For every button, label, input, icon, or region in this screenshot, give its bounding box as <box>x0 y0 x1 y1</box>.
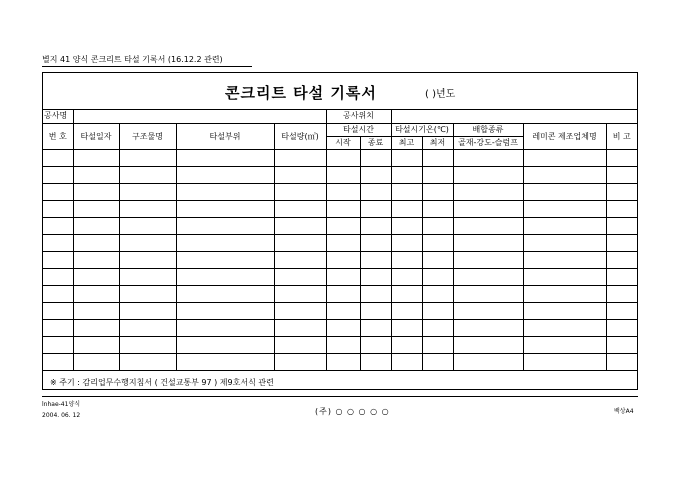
col-manufacturer: 레미콘 제조업체명 <box>523 123 606 149</box>
table-cell[interactable] <box>606 353 637 370</box>
company-name: (주) ○ ○ ○ ○ ○ <box>315 407 390 416</box>
table-cell[interactable] <box>43 149 73 166</box>
table-cell[interactable] <box>73 200 119 217</box>
table-cell[interactable] <box>523 353 606 370</box>
table-cell[interactable] <box>422 234 453 251</box>
table-cell[interactable] <box>43 183 73 200</box>
table-cell[interactable] <box>43 251 73 268</box>
table-cell[interactable] <box>73 149 119 166</box>
table-cell[interactable] <box>453 149 523 166</box>
table-cell[interactable] <box>422 183 453 200</box>
table-cell[interactable] <box>391 285 422 302</box>
table-cell[interactable] <box>119 234 176 251</box>
table-cell[interactable] <box>274 183 326 200</box>
table-cell[interactable] <box>43 217 73 234</box>
table-cell[interactable] <box>73 268 119 285</box>
table-cell[interactable] <box>326 268 360 285</box>
table-cell[interactable] <box>326 183 360 200</box>
table-cell[interactable] <box>326 302 360 319</box>
table-cell[interactable] <box>606 251 637 268</box>
table-cell[interactable] <box>43 302 73 319</box>
table-cell[interactable] <box>453 336 523 353</box>
table-cell[interactable] <box>119 285 176 302</box>
note-text: ※ 주기 : 감리업무수행지침서 ( 건설교통부 97 ) 제9호서식 관련 <box>50 378 274 387</box>
paper-size: 백상A4 <box>614 408 634 415</box>
table-cell[interactable] <box>73 234 119 251</box>
table-cell[interactable] <box>360 251 391 268</box>
table-cell[interactable] <box>422 200 453 217</box>
table-cell[interactable] <box>274 302 326 319</box>
table-cell[interactable] <box>119 251 176 268</box>
table-row <box>43 336 637 353</box>
table-cell[interactable] <box>274 251 326 268</box>
table-cell[interactable] <box>453 234 523 251</box>
table-cell[interactable] <box>73 319 119 336</box>
table-cell[interactable] <box>606 285 637 302</box>
table-cell[interactable] <box>73 302 119 319</box>
table-cell[interactable] <box>523 149 606 166</box>
col-temp-max: 최고 <box>391 136 422 149</box>
table-cell[interactable] <box>606 149 637 166</box>
table-cell[interactable] <box>274 268 326 285</box>
table-cell[interactable] <box>523 285 606 302</box>
table-cell[interactable] <box>422 217 453 234</box>
table-cell[interactable] <box>326 336 360 353</box>
table-cell[interactable] <box>43 234 73 251</box>
table-cell[interactable] <box>360 302 391 319</box>
footer-divider <box>42 396 638 397</box>
table-row <box>43 268 637 285</box>
table-cell[interactable] <box>274 200 326 217</box>
table-cell[interactable] <box>422 302 453 319</box>
table-cell[interactable] <box>119 200 176 217</box>
table-cell[interactable] <box>453 200 523 217</box>
form-date: 2004. 06. 12 <box>42 412 81 419</box>
table-row <box>43 319 637 336</box>
table-cell[interactable] <box>422 251 453 268</box>
table-cell[interactable] <box>523 302 606 319</box>
table-cell[interactable] <box>360 217 391 234</box>
table-cell[interactable] <box>606 336 637 353</box>
table-cell[interactable] <box>606 200 637 217</box>
table-cell[interactable] <box>391 268 422 285</box>
table-cell[interactable] <box>391 217 422 234</box>
col-pour-part: 타설부위 <box>176 123 274 149</box>
table-cell[interactable] <box>360 200 391 217</box>
table-cell[interactable] <box>422 353 453 370</box>
project-location-value[interactable] <box>391 109 637 123</box>
table-cell[interactable] <box>176 251 274 268</box>
form-frame <box>42 72 638 390</box>
table-cell[interactable] <box>73 166 119 183</box>
table-cell[interactable] <box>326 251 360 268</box>
table-cell[interactable] <box>422 166 453 183</box>
table-cell[interactable] <box>391 166 422 183</box>
table-cell[interactable] <box>119 302 176 319</box>
table-cell[interactable] <box>360 166 391 183</box>
table-cell[interactable] <box>523 200 606 217</box>
table-cell[interactable] <box>606 217 637 234</box>
table-cell[interactable] <box>453 166 523 183</box>
table-cell[interactable] <box>326 200 360 217</box>
table-cell[interactable] <box>606 166 637 183</box>
table-cell[interactable] <box>606 183 637 200</box>
table-row <box>43 251 637 268</box>
table-cell[interactable] <box>43 319 73 336</box>
caption-underline <box>42 66 252 67</box>
table-row <box>43 166 637 183</box>
table-cell[interactable] <box>176 166 274 183</box>
col-remarks: 비 고 <box>606 123 637 149</box>
table-cell[interactable] <box>391 149 422 166</box>
col-pour-volume: 타설량(㎥) <box>274 123 326 149</box>
table-cell[interactable] <box>176 200 274 217</box>
table-cell[interactable] <box>360 183 391 200</box>
table-cell[interactable] <box>360 234 391 251</box>
table-row <box>43 200 637 217</box>
table-cell[interactable] <box>523 251 606 268</box>
table-cell[interactable] <box>422 268 453 285</box>
table-cell[interactable] <box>453 251 523 268</box>
table-cell[interactable] <box>523 336 606 353</box>
table-cell[interactable] <box>274 234 326 251</box>
table-row <box>43 217 637 234</box>
table-cell[interactable] <box>453 353 523 370</box>
project-location-label: 공사위치 <box>326 109 391 123</box>
table-cell[interactable] <box>326 217 360 234</box>
table-cell[interactable] <box>391 336 422 353</box>
table-cell[interactable] <box>274 217 326 234</box>
col-no: 번 호 <box>43 123 73 149</box>
table-cell[interactable] <box>391 234 422 251</box>
table-cell[interactable] <box>391 251 422 268</box>
table-cell[interactable] <box>606 234 637 251</box>
col-time-end: 종료 <box>360 136 391 149</box>
table-cell[interactable] <box>453 183 523 200</box>
table-cell[interactable] <box>453 217 523 234</box>
table-cell[interactable] <box>422 319 453 336</box>
table-cell[interactable] <box>606 319 637 336</box>
table-cell[interactable] <box>606 302 637 319</box>
table-cell[interactable] <box>523 166 606 183</box>
table-cell[interactable] <box>523 217 606 234</box>
table-cell[interactable] <box>119 217 176 234</box>
table-cell[interactable] <box>326 353 360 370</box>
table-cell[interactable] <box>43 336 73 353</box>
table-cell[interactable] <box>119 336 176 353</box>
table-cell[interactable] <box>422 149 453 166</box>
table-cell[interactable] <box>43 268 73 285</box>
project-name-label: 공사명 <box>43 109 73 123</box>
table-cell[interactable] <box>176 149 274 166</box>
table-row <box>43 302 637 319</box>
col-temp-min: 최저 <box>422 136 453 149</box>
table-cell[interactable] <box>360 268 391 285</box>
table-row <box>43 149 637 166</box>
table-cell[interactable] <box>523 268 606 285</box>
table-cell[interactable] <box>176 234 274 251</box>
note-row <box>43 373 637 389</box>
form-caption: 별지 41 양식 콘크리트 타설 기록서 (16.12.2 관련) <box>42 55 223 64</box>
record-table <box>43 109 637 371</box>
table-cell[interactable] <box>274 149 326 166</box>
table-cell[interactable] <box>391 353 422 370</box>
table-row <box>43 285 637 302</box>
col-mix-type: 배합종류 <box>453 123 523 136</box>
table-row <box>43 183 637 200</box>
table-cell[interactable] <box>119 183 176 200</box>
table-cell[interactable] <box>176 302 274 319</box>
table-cell[interactable] <box>43 200 73 217</box>
table-cell[interactable] <box>523 183 606 200</box>
table-cell[interactable] <box>274 166 326 183</box>
table-cell[interactable] <box>73 183 119 200</box>
table-cell[interactable] <box>43 353 73 370</box>
table-cell[interactable] <box>119 166 176 183</box>
table-cell[interactable] <box>274 353 326 370</box>
form-title: 콘크리트 타설 기록서 <box>225 84 377 102</box>
table-cell[interactable] <box>523 234 606 251</box>
table-cell[interactable] <box>360 319 391 336</box>
table-cell[interactable] <box>176 268 274 285</box>
table-cell[interactable] <box>326 234 360 251</box>
year-field: ( )년도 <box>425 89 456 100</box>
table-cell[interactable] <box>453 285 523 302</box>
table-cell[interactable] <box>326 319 360 336</box>
table-cell[interactable] <box>360 149 391 166</box>
table-cell[interactable] <box>43 285 73 302</box>
table-row <box>43 353 637 370</box>
table-cell[interactable] <box>391 183 422 200</box>
table-cell[interactable] <box>119 319 176 336</box>
table-cell[interactable] <box>453 319 523 336</box>
table-cell[interactable] <box>73 336 119 353</box>
table-cell[interactable] <box>119 149 176 166</box>
table-cell[interactable] <box>391 319 422 336</box>
table-cell[interactable] <box>453 268 523 285</box>
table-cell[interactable] <box>422 285 453 302</box>
form-code: lnhae-41양식 <box>42 401 81 408</box>
table-cell[interactable] <box>274 336 326 353</box>
table-cell[interactable] <box>326 149 360 166</box>
table-cell[interactable] <box>73 251 119 268</box>
table-cell[interactable] <box>606 268 637 285</box>
table-cell[interactable] <box>326 166 360 183</box>
col-pour-temp: 타설시기온(℃) <box>391 123 453 136</box>
table-row <box>43 234 637 251</box>
col-structure: 구조물명 <box>119 123 176 149</box>
table-cell[interactable] <box>176 183 274 200</box>
table-cell[interactable] <box>176 336 274 353</box>
table-cell[interactable] <box>274 285 326 302</box>
table-cell[interactable] <box>119 268 176 285</box>
table-cell[interactable] <box>422 336 453 353</box>
col-mix-detail: 골재-강도-슬럼프 <box>453 136 523 149</box>
table-cell[interactable] <box>176 285 274 302</box>
table-cell[interactable] <box>73 353 119 370</box>
table-cell[interactable] <box>326 285 360 302</box>
table-cell[interactable] <box>176 319 274 336</box>
col-pour-time: 타설시간 <box>326 123 391 136</box>
table-cell[interactable] <box>73 285 119 302</box>
title-row <box>43 73 637 110</box>
col-time-start: 시작 <box>326 136 360 149</box>
table-cell[interactable] <box>360 353 391 370</box>
table-cell[interactable] <box>453 302 523 319</box>
table-cell[interactable] <box>73 217 119 234</box>
project-name-value[interactable] <box>73 109 326 123</box>
table-cell[interactable] <box>360 336 391 353</box>
footer-left <box>42 399 80 421</box>
table-cell[interactable] <box>119 353 176 370</box>
table-cell[interactable] <box>523 319 606 336</box>
table-cell[interactable] <box>176 217 274 234</box>
table-cell[interactable] <box>360 285 391 302</box>
table-cell[interactable] <box>43 166 73 183</box>
table-cell[interactable] <box>274 319 326 336</box>
table-cell[interactable] <box>176 353 274 370</box>
table-cell[interactable] <box>391 200 422 217</box>
table-cell[interactable] <box>391 302 422 319</box>
col-pour-date: 타설일자 <box>73 123 119 149</box>
